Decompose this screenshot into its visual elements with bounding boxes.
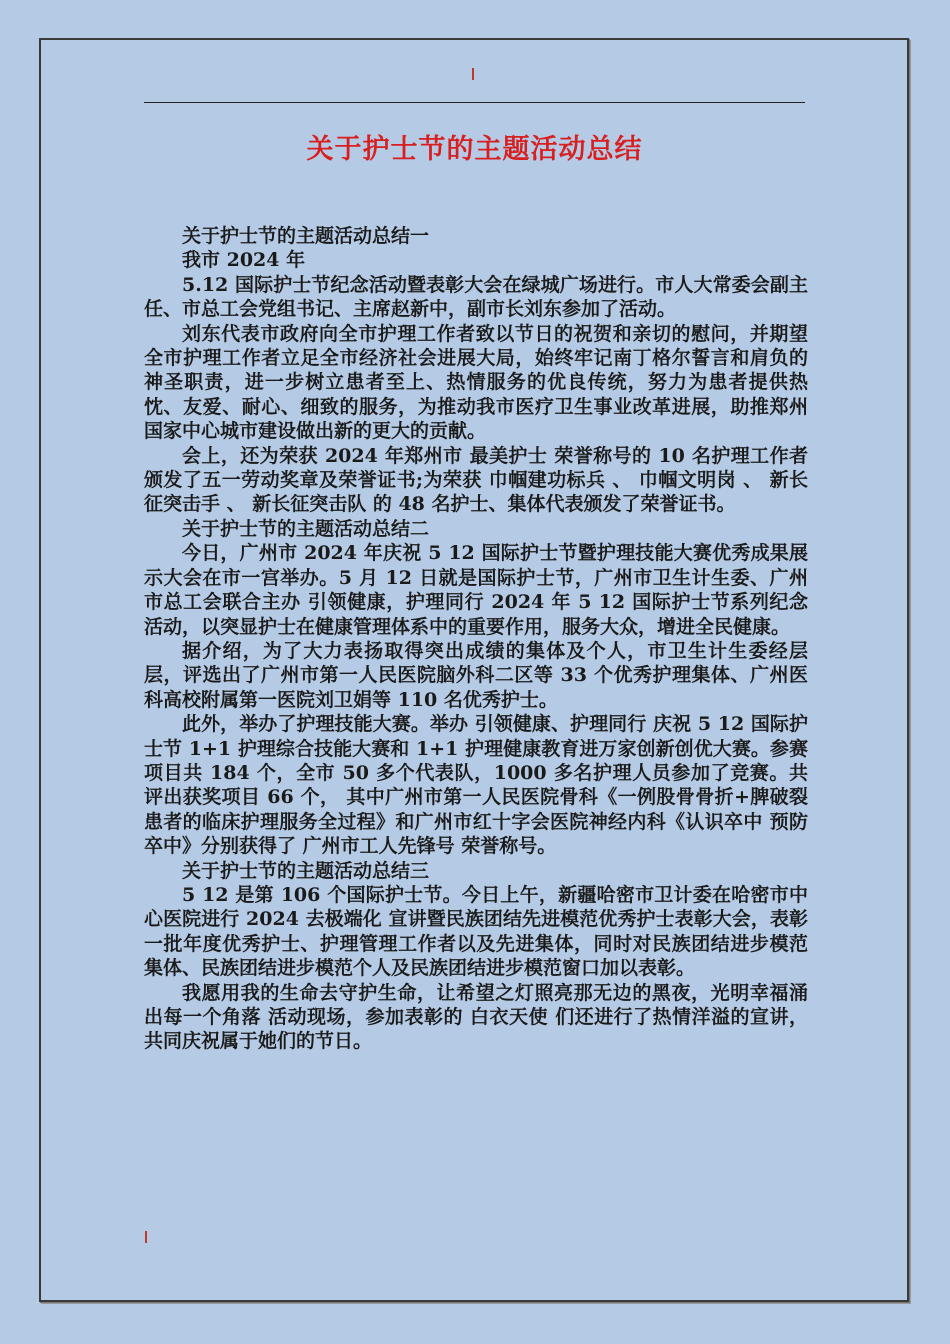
paragraph: 5 12 是第 106 个国际护士节。今日上午，新疆哈密市卫计委在哈密市中心医院进行 2024 去极端化 宣讲暨民族团结先进模范优秀护士表彰大会，表彰一批年度优秀护士、护理管理工作者以及先进集体，同时对民族团结进步模范集体、民族团结进步模范个人及民族团结进步模范窗口加以表彰。 — [144, 883, 808, 980]
header-rule — [144, 102, 805, 103]
paragraph: 我愿用我的生命去守护生命，让希望之灯照亮那无边的黑夜，光明幸福涌出每一个角落 活动现场，参加表彰的 白衣天使 们还进行了热情洋溢的宣讲，共同庆祝属于她们的节日。 — [144, 981, 808, 1053]
paragraph: 5.12 国际护士节纪念活动暨表彰大会在绿城广场进行。市人大常委会副主任、市总工会党组书记、主席赵新中，副市长刘东参加了活动。 — [144, 273, 808, 321]
section-heading-3: 关于护士节的主题活动总结三 — [182, 859, 430, 882]
section-heading-2: 关于护士节的主题活动总结二 — [182, 517, 430, 540]
paragraph: 会上，还为荣获 2024 年郑州市 最美护士 荣誉称号的 10 名护理工作者颁发了五一劳动奖章及荣誉证书;为荣获 巾帼建功标兵 、 巾帼文明岗 、 新长征突击手 、 新长征突击队 的 48 名护士、集体代表颁发了荣誉证书。 — [144, 444, 808, 516]
paragraph: 我市 2024 年 — [182, 249, 306, 272]
paragraph: 此外，举办了护理技能大赛。举办 引领健康、护理同行 庆祝 5 12 国际护士节 1+1 护理综合技能大赛和 1+1 护理健康教育进万家创新创优大赛。参赛项目共 184 个，全市 50 多个代表队，1000 多名护理人员参加了竞赛。共评出获奖项目 66 个， 其中广州市第一人民医院骨科《一例股骨骨折+脾破裂患者的临床护理服务全过程》和广州市红十字会医院神经内科《认识卒中 预防卒中》分别获得了 广州市工人先锋号 荣誉称号。 — [144, 713, 808, 858]
footer-cursor-mark — [145, 1231, 147, 1243]
section-heading-1: 关于护士节的主题活动总结一 — [182, 225, 430, 247]
header-cursor-mark — [472, 68, 474, 80]
document-body — [144, 224, 808, 1054]
paragraph: 刘东代表市政府向全市护理工作者致以节日的祝贺和亲切的慰问，并期望全市护理工作者立足全市经济社会进展大局，始终牢记南丁格尔誓言和肩负的神圣职责，进一步树立患者至上、热情服务的优良传统，努力为患者提供热忱、友爱、耐心、细致的服务，为推动我市医疗卫生事业改革进展，助推郑州国家中心城市建设做出新的更大的贡献。 — [144, 322, 808, 443]
document-title: 关于护士节的主题活动总结 — [306, 134, 643, 165]
paragraph: 据介绍，为了大力表扬取得突出成绩的集体及个人，市卫生计生委经层层，评选出了广州市第一人民医院脑外科二区等 33 个优秀护理集体、广州医科高校附属第一医院刘卫娟等 110 名优秀护士。 — [144, 639, 808, 711]
paragraph: 今日，广州市 2024 年庆祝 5 12 国际护士节暨护理技能大赛优秀成果展示大会在市一宫举办。5 月 12 日就是国际护士节，广州市卫生计生委、广州市总工会联合主办 引领健康，护理同行 2024 年 5 12 国际护士节系列纪念活动，以突显护士在健康管理体系中的重要作用，服务大众，增进全民健康。 — [144, 542, 808, 638]
